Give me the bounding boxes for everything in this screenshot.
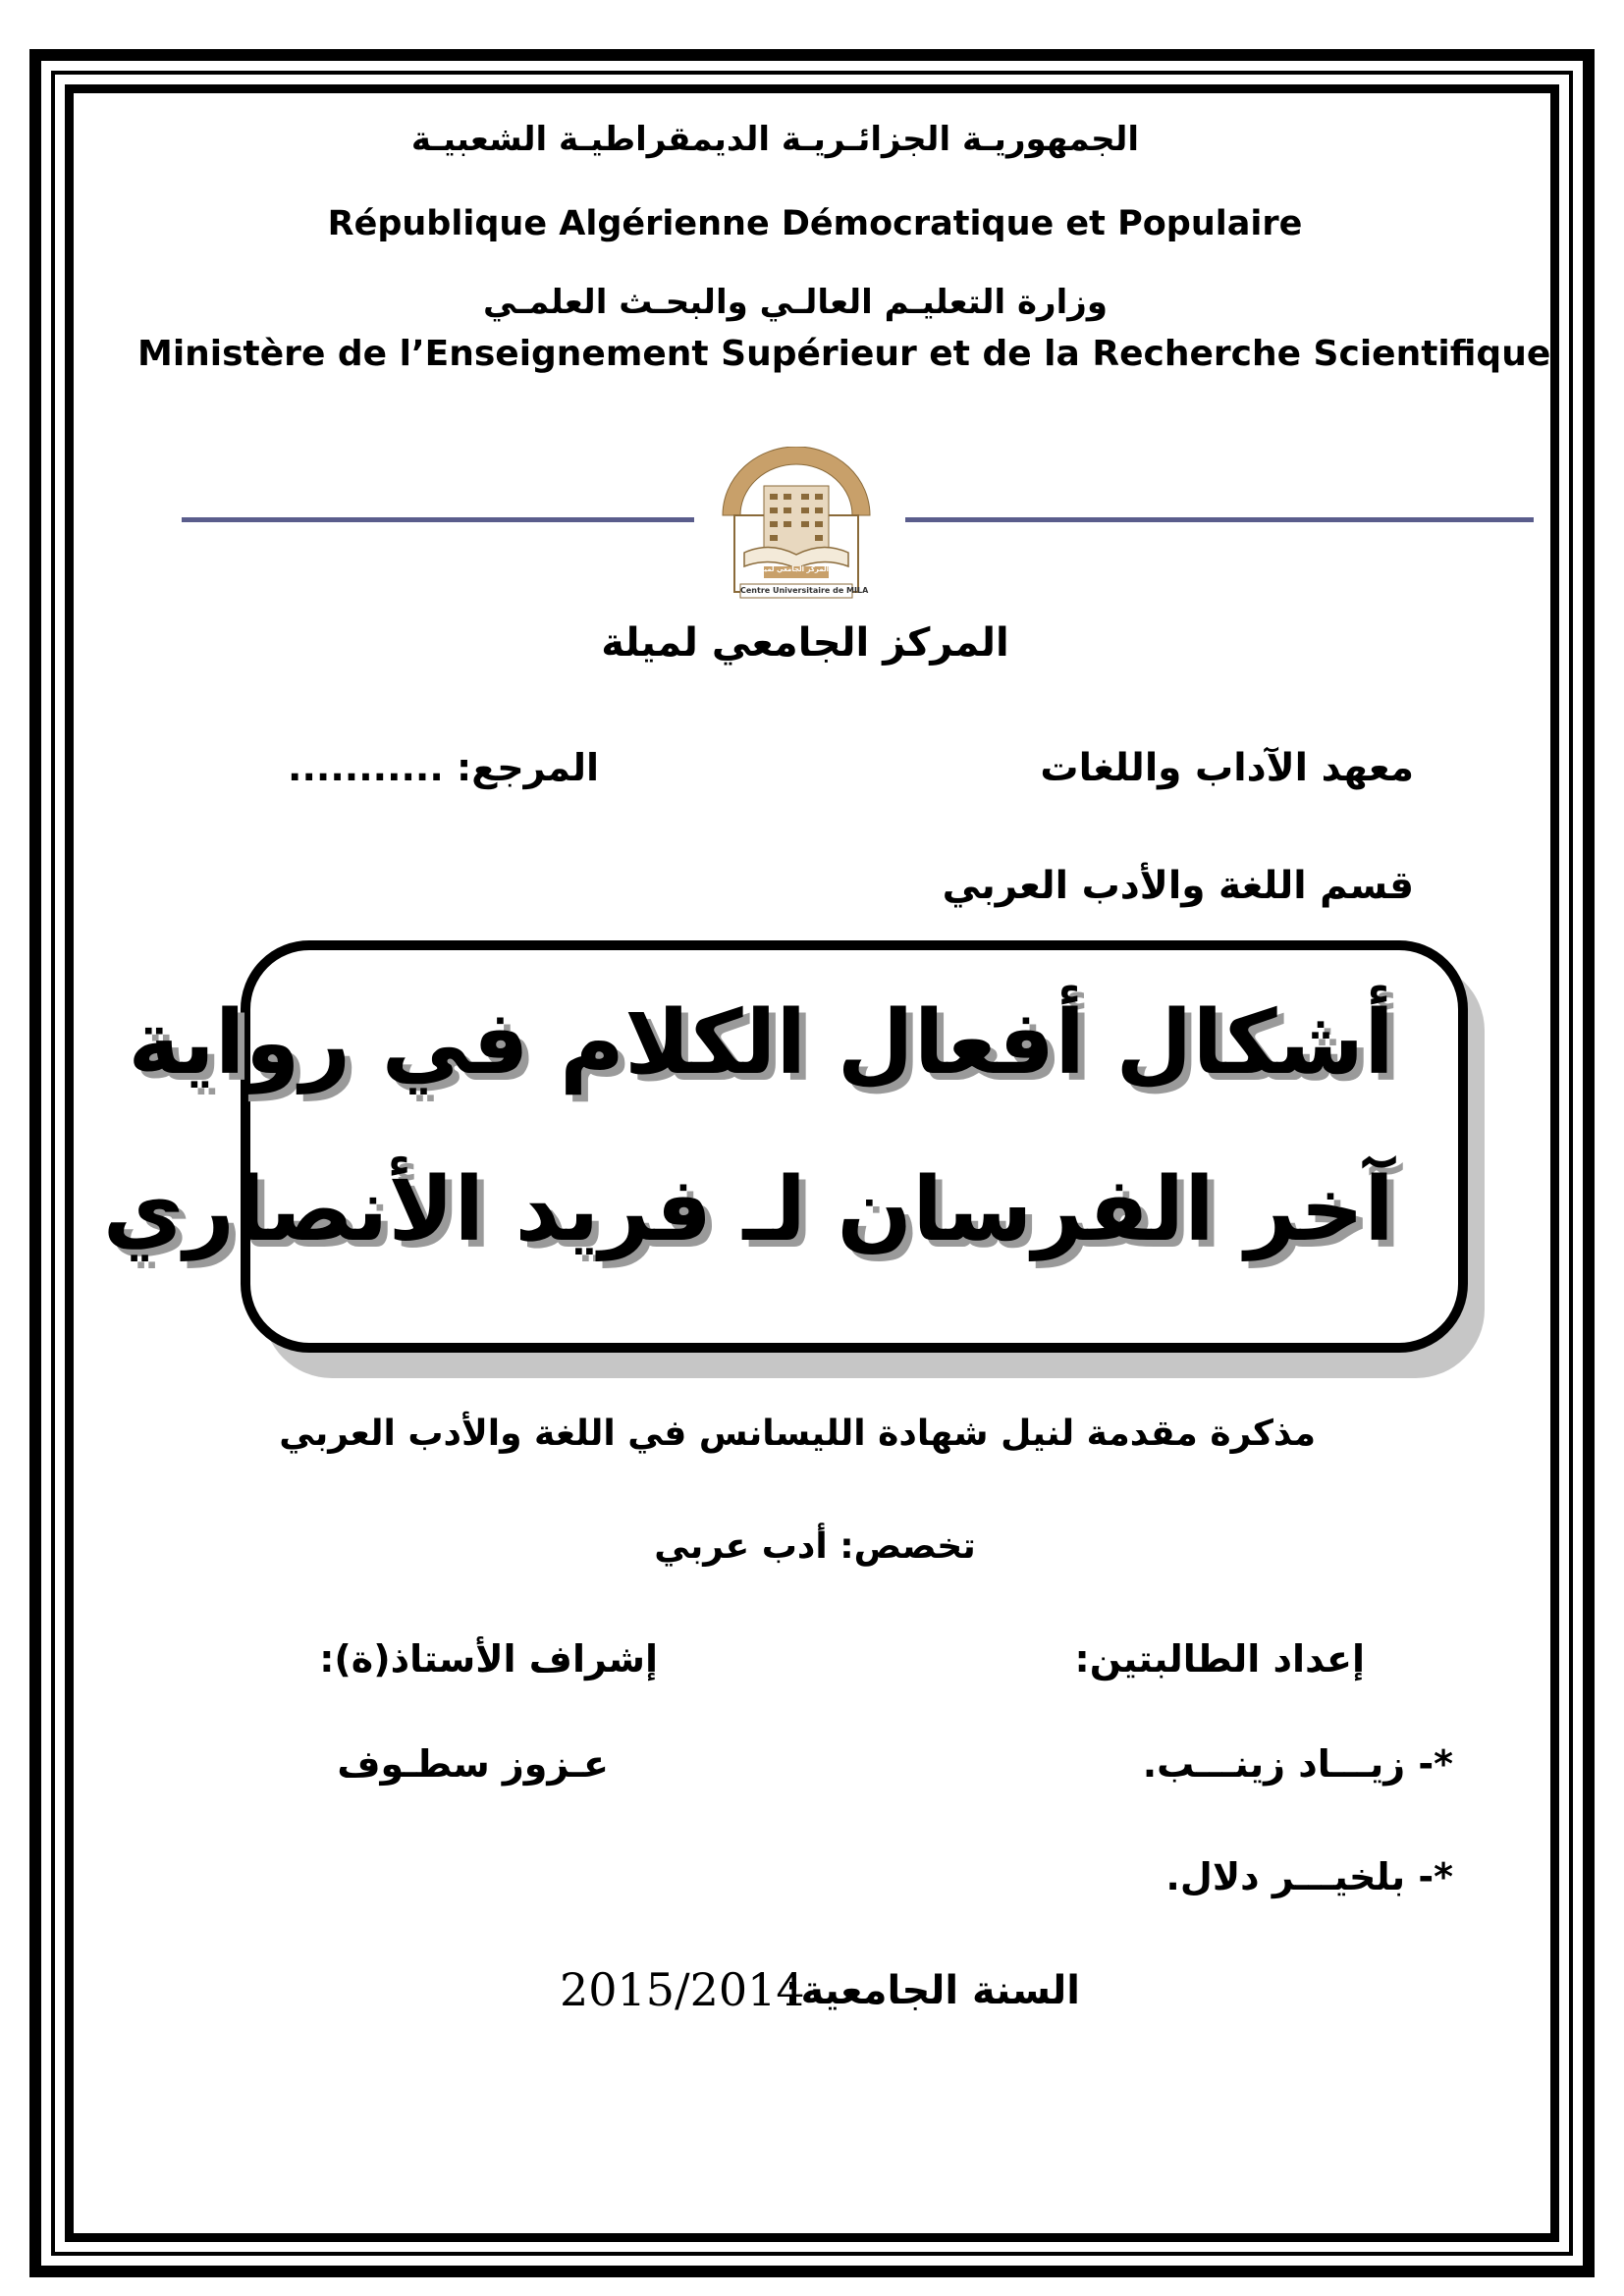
right-rule (905, 517, 1534, 522)
ministry-french: Ministère de l’Enseignement Supérieur et de la Recherche Scientifique (137, 334, 1551, 374)
ministry-arabic: وزارة التعليـم العالـي والبحـث العلمـي (483, 283, 1108, 322)
thesis-title-line-2: آخر الفرسان لـ فريد الأنصاري (102, 1158, 1394, 1261)
republic-arabic: الجمهوريـة الجزائـريـة الديمقراطيـة الشعبيـة (410, 120, 1139, 159)
republic-french: République Algérienne Démocratique et Populaire (327, 204, 1303, 243)
logo-caption: Centre Universitaire de MILA (740, 586, 869, 595)
thesis-purpose: مذكرة مقدمة لنيل شهادة الليسانس في اللغة والأدب العربي (279, 1414, 1316, 1454)
institute-name: معهد الآداب واللغات (1040, 746, 1414, 790)
reference-field: المرجع: ........... (288, 746, 599, 789)
logo-emblem-text: المركز الجامعي لميلة (757, 565, 829, 573)
thesis-specialty: تخصص: أدب عربي (654, 1526, 976, 1567)
left-rule (182, 517, 694, 522)
university-logo (715, 447, 878, 604)
department-name: قسم اللغة والأدب العربي (942, 864, 1414, 908)
supervisor-name: عـزوز سطـوف (337, 1742, 609, 1786)
student-2-name: *- بلخيـــر دلال. (1165, 1855, 1453, 1898)
thesis-title-line-1: أشكال أفعال الكلام في رواية (128, 991, 1394, 1095)
academic-year-label: السنة الجامعية: (785, 1968, 1080, 2013)
university-center: المركز الجامعي لميلة (601, 620, 1009, 666)
students-label: إعداد الطالبتين: (1074, 1637, 1365, 1681)
academic-year-value: 2015/2014 (560, 1963, 805, 2016)
supervisor-label: إشراف الأستاذ(ة): (319, 1637, 658, 1681)
student-1-name: *- زيـــاد زينـــب. (1142, 1742, 1453, 1786)
